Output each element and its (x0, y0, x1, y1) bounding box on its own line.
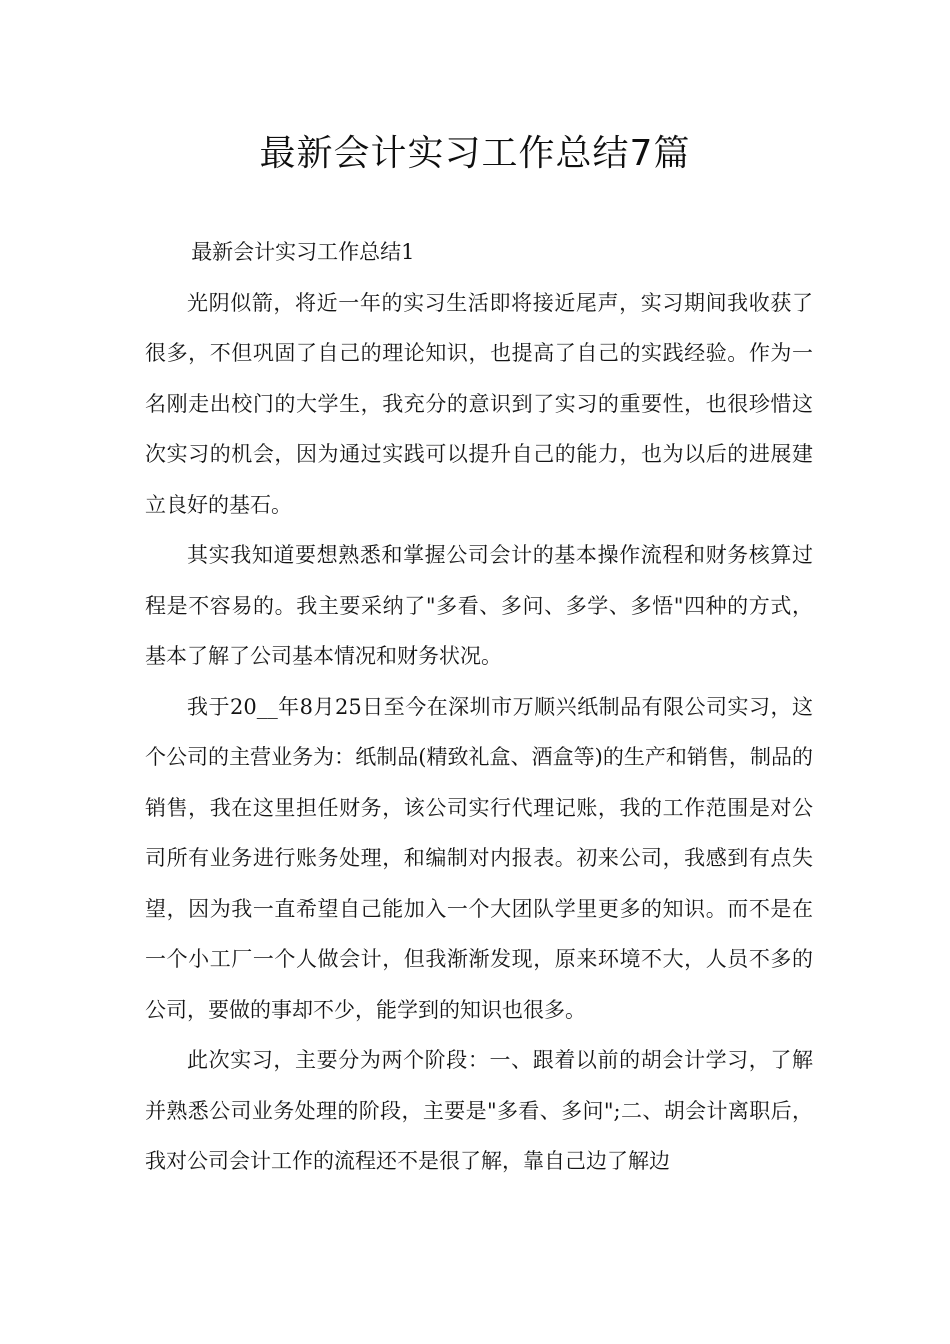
paragraph-3: 我于20__年8月25日至今在深圳市万顺兴纸制品有限公司实习，这个公司的主营业务为：纸制品(精致礼盒、酒盒等)的生产和销售，制品的销售，我在这里担任财务，该公司实行代理记账，我的工作范围是对公司所有业务进行账务处理，和编制对内报表。初来公司，我感到有点失望，因为我一直希望自己能加入一个大团队学里更多的知识。而不是在一个小工厂一个人做会计，但我渐渐发现，原来环境不大，人员不多的公司，要做的事却不少，能学到的知识也很多。 (145, 694, 813, 1022)
document-title: 最新会计实习工作总结7篇 (259, 133, 691, 174)
paragraph-4: 此次实习，主要分为两个阶段：一、跟着以前的胡会计学习，了解并熟悉公司业务处理的阶段，主要是"多看、多问";二、胡会计离职后，我对公司会计工作的流程还不是很了解，靠自己边了解边 (145, 1048, 813, 1173)
paragraph-2: 其实我知道要想熟悉和掌握公司会计的基本操作流程和财务核算过程是不容易的。我主要采纳了"多看、多问、多学、多悟"四种的方式，基本了解了公司基本情况和财务状况。 (145, 543, 813, 668)
paragraph-1: 光阴似箭，将近一年的实习生活即将接近尾声，实习期间我收获了很多，不但巩固了自己的理论知识，也提高了自己的实践经验。作为一名刚走出校门的大学生，我充分的意识到了实习的重要性，也很珍惜这次实习的机会，因为通过实践可以提升自己的能力，也为以后的进展建立良好的基石。 (145, 290, 813, 517)
document-body (145, 227, 813, 1187)
section-heading: 最新会计实习工作总结1 (191, 240, 415, 264)
